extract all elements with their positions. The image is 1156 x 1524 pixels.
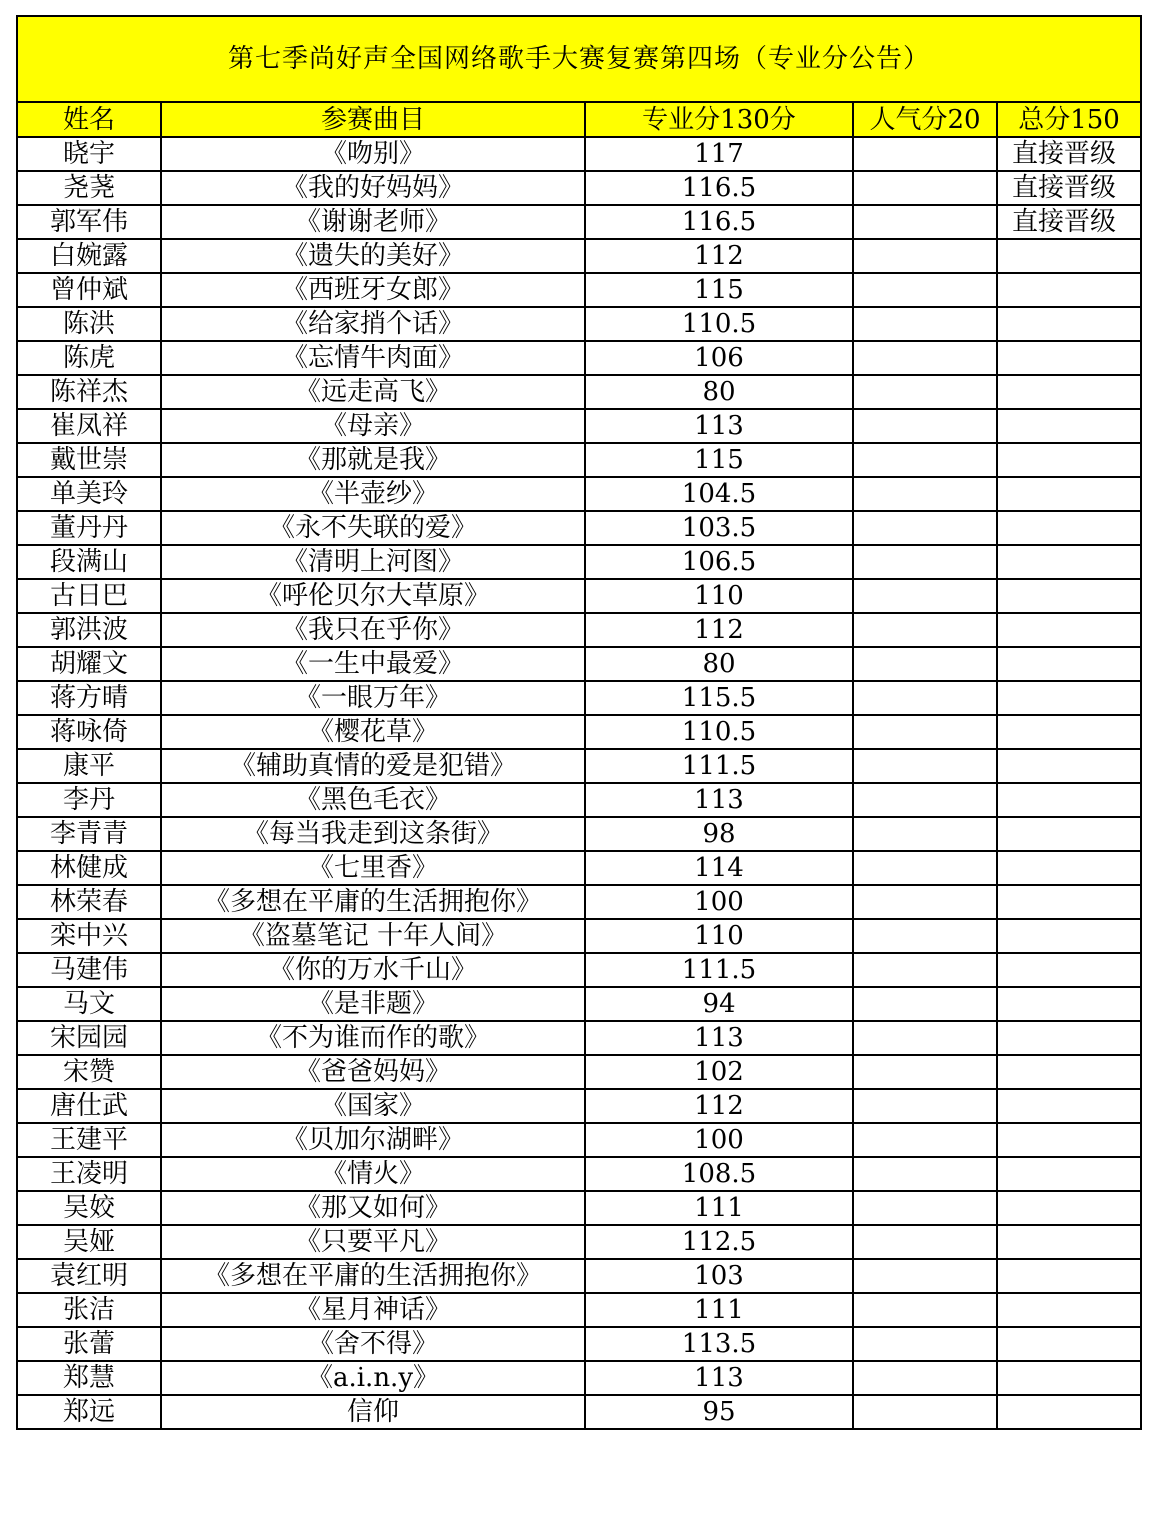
contestant-name: 曾仲斌 bbox=[17, 273, 161, 307]
table-row bbox=[17, 1089, 1141, 1123]
contestant-name: 郑慧 bbox=[17, 1361, 161, 1395]
contestant-name: 陈洪 bbox=[17, 307, 161, 341]
professional-score: 110.5 bbox=[585, 307, 853, 341]
contestant-name: 栾中兴 bbox=[17, 919, 161, 953]
popularity-score bbox=[853, 1055, 997, 1089]
professional-score: 100 bbox=[585, 885, 853, 919]
professional-score: 104.5 bbox=[585, 477, 853, 511]
contestant-name: 蒋方晴 bbox=[17, 681, 161, 715]
professional-score: 112 bbox=[585, 1089, 853, 1123]
total-score bbox=[997, 1191, 1141, 1225]
popularity-score bbox=[853, 171, 997, 205]
contestant-name: 戴世崇 bbox=[17, 443, 161, 477]
song-title: 《你的万水千山》 bbox=[161, 953, 585, 987]
total-score bbox=[997, 273, 1141, 307]
contestant-name: 崔凤祥 bbox=[17, 409, 161, 443]
total-score bbox=[997, 1055, 1141, 1089]
professional-score: 103 bbox=[585, 1259, 853, 1293]
total-score bbox=[997, 783, 1141, 817]
contestant-name: 吴娅 bbox=[17, 1225, 161, 1259]
contestant-name: 张洁 bbox=[17, 1293, 161, 1327]
table-row bbox=[17, 1055, 1141, 1089]
contestant-name: 晓宇 bbox=[17, 137, 161, 171]
popularity-score bbox=[853, 851, 997, 885]
total-score bbox=[997, 613, 1141, 647]
table-row bbox=[17, 851, 1141, 885]
title-row bbox=[17, 16, 1141, 102]
popularity-score bbox=[853, 613, 997, 647]
total-score bbox=[997, 817, 1141, 851]
total-score bbox=[997, 579, 1141, 613]
header-name: 姓名 bbox=[17, 102, 161, 137]
total-score bbox=[997, 545, 1141, 579]
contestant-name: 古日巴 bbox=[17, 579, 161, 613]
table-row bbox=[17, 443, 1141, 477]
contestant-name: 李丹 bbox=[17, 783, 161, 817]
table-row bbox=[17, 307, 1141, 341]
song-title: 《黑色毛衣》 bbox=[161, 783, 585, 817]
song-title: 《是非题》 bbox=[161, 987, 585, 1021]
popularity-score bbox=[853, 375, 997, 409]
professional-score: 115.5 bbox=[585, 681, 853, 715]
professional-score: 110 bbox=[585, 579, 853, 613]
popularity-score bbox=[853, 477, 997, 511]
song-title: 《谢谢老师》 bbox=[161, 205, 585, 239]
contestant-name: 陈祥杰 bbox=[17, 375, 161, 409]
table-row bbox=[17, 205, 1141, 239]
total-score bbox=[997, 1259, 1141, 1293]
song-title: 《那又如何》 bbox=[161, 1191, 585, 1225]
popularity-score bbox=[853, 647, 997, 681]
table-row bbox=[17, 137, 1141, 171]
song-title: 《西班牙女郎》 bbox=[161, 273, 585, 307]
popularity-score bbox=[853, 341, 997, 375]
table-row bbox=[17, 1157, 1141, 1191]
professional-score: 80 bbox=[585, 647, 853, 681]
popularity-score bbox=[853, 715, 997, 749]
professional-score: 100 bbox=[585, 1123, 853, 1157]
professional-score: 115 bbox=[585, 443, 853, 477]
table-row bbox=[17, 987, 1141, 1021]
song-title: 《多想在平庸的生活拥抱你》 bbox=[161, 1259, 585, 1293]
popularity-score bbox=[853, 1395, 997, 1429]
popularity-score bbox=[853, 1361, 997, 1395]
total-score bbox=[997, 987, 1141, 1021]
contestant-name: 李青青 bbox=[17, 817, 161, 851]
total-score bbox=[997, 1157, 1141, 1191]
contestant-name: 吴姣 bbox=[17, 1191, 161, 1225]
score-table bbox=[16, 15, 1142, 1430]
contestant-name: 郑远 bbox=[17, 1395, 161, 1429]
table-row bbox=[17, 885, 1141, 919]
professional-score: 115 bbox=[585, 273, 853, 307]
contestant-name: 王凌明 bbox=[17, 1157, 161, 1191]
professional-score: 116.5 bbox=[585, 171, 853, 205]
popularity-score bbox=[853, 681, 997, 715]
table-row bbox=[17, 341, 1141, 375]
header-song: 参赛曲目 bbox=[161, 102, 585, 137]
contestant-name: 陈虎 bbox=[17, 341, 161, 375]
professional-score: 114 bbox=[585, 851, 853, 885]
score-sheet bbox=[16, 15, 1140, 1430]
song-title: 《星月神话》 bbox=[161, 1293, 585, 1327]
popularity-score bbox=[853, 953, 997, 987]
contestant-name: 宋园园 bbox=[17, 1021, 161, 1055]
total-score bbox=[997, 953, 1141, 987]
professional-score: 113 bbox=[585, 1021, 853, 1055]
song-title: 《爸爸妈妈》 bbox=[161, 1055, 585, 1089]
song-title: 《吻别》 bbox=[161, 137, 585, 171]
contestant-name: 唐仕武 bbox=[17, 1089, 161, 1123]
professional-score: 112 bbox=[585, 239, 853, 273]
popularity-score bbox=[853, 239, 997, 273]
table-row bbox=[17, 579, 1141, 613]
table-row bbox=[17, 1327, 1141, 1361]
professional-score: 112.5 bbox=[585, 1225, 853, 1259]
professional-score: 111 bbox=[585, 1293, 853, 1327]
contestant-name: 单美玲 bbox=[17, 477, 161, 511]
song-title: 《国家》 bbox=[161, 1089, 585, 1123]
popularity-score bbox=[853, 443, 997, 477]
song-title: 《一生中最爱》 bbox=[161, 647, 585, 681]
contestant-name: 郭军伟 bbox=[17, 205, 161, 239]
popularity-score bbox=[853, 1021, 997, 1055]
professional-score: 111.5 bbox=[585, 953, 853, 987]
total-score bbox=[997, 1293, 1141, 1327]
table-row bbox=[17, 613, 1141, 647]
professional-score: 117 bbox=[585, 137, 853, 171]
total-score bbox=[997, 1123, 1141, 1157]
total-score bbox=[997, 409, 1141, 443]
professional-score: 98 bbox=[585, 817, 853, 851]
contestant-name: 蒋咏倚 bbox=[17, 715, 161, 749]
professional-score: 103.5 bbox=[585, 511, 853, 545]
popularity-score bbox=[853, 273, 997, 307]
professional-score: 94 bbox=[585, 987, 853, 1021]
table-row bbox=[17, 1259, 1141, 1293]
table-row bbox=[17, 1021, 1141, 1055]
professional-score: 110 bbox=[585, 919, 853, 953]
total-score bbox=[997, 1395, 1141, 1429]
popularity-score bbox=[853, 511, 997, 545]
popularity-score bbox=[853, 1157, 997, 1191]
table-row bbox=[17, 1191, 1141, 1225]
table-row bbox=[17, 171, 1141, 205]
professional-score: 108.5 bbox=[585, 1157, 853, 1191]
song-title: 《只要平凡》 bbox=[161, 1225, 585, 1259]
song-title: 《我的好妈妈》 bbox=[161, 171, 585, 205]
professional-score: 111.5 bbox=[585, 749, 853, 783]
popularity-score bbox=[853, 885, 997, 919]
professional-score: 110.5 bbox=[585, 715, 853, 749]
total-score bbox=[997, 1361, 1141, 1395]
professional-score: 116.5 bbox=[585, 205, 853, 239]
contestant-name: 郭洪波 bbox=[17, 613, 161, 647]
song-title: 《给家捎个话》 bbox=[161, 307, 585, 341]
song-title: 《辅助真情的爱是犯错》 bbox=[161, 749, 585, 783]
table-row bbox=[17, 477, 1141, 511]
contestant-name: 马文 bbox=[17, 987, 161, 1021]
professional-score: 113 bbox=[585, 409, 853, 443]
table-row bbox=[17, 1293, 1141, 1327]
table-row bbox=[17, 953, 1141, 987]
popularity-score bbox=[853, 1225, 997, 1259]
contestant-name: 胡耀文 bbox=[17, 647, 161, 681]
song-title: 《舍不得》 bbox=[161, 1327, 585, 1361]
popularity-score bbox=[853, 1259, 997, 1293]
popularity-score bbox=[853, 919, 997, 953]
total-score bbox=[997, 885, 1141, 919]
total-score bbox=[997, 715, 1141, 749]
contestant-name: 张蕾 bbox=[17, 1327, 161, 1361]
song-title: 《贝加尔湖畔》 bbox=[161, 1123, 585, 1157]
professional-score: 113.5 bbox=[585, 1327, 853, 1361]
song-title: 《遗失的美好》 bbox=[161, 239, 585, 273]
table-row bbox=[17, 545, 1141, 579]
song-title: 《不为谁而作的歌》 bbox=[161, 1021, 585, 1055]
professional-score: 102 bbox=[585, 1055, 853, 1089]
contestant-name: 段满山 bbox=[17, 545, 161, 579]
song-title: 《清明上河图》 bbox=[161, 545, 585, 579]
popularity-score bbox=[853, 1123, 997, 1157]
popularity-score bbox=[853, 749, 997, 783]
song-title: 《每当我走到这条街》 bbox=[161, 817, 585, 851]
header-pro-score: 专业分130分 bbox=[585, 102, 853, 137]
total-score bbox=[997, 681, 1141, 715]
popularity-score bbox=[853, 137, 997, 171]
song-title: 《a.i.n.y》 bbox=[161, 1361, 585, 1395]
contestant-name: 马建伟 bbox=[17, 953, 161, 987]
table-row bbox=[17, 409, 1141, 443]
song-title: 《呼伦贝尔大草原》 bbox=[161, 579, 585, 613]
table-row bbox=[17, 681, 1141, 715]
popularity-score bbox=[853, 205, 997, 239]
song-title: 《盗墓笔记 十年人间》 bbox=[161, 919, 585, 953]
table-row bbox=[17, 817, 1141, 851]
total-score: 直接晋级 bbox=[997, 137, 1141, 171]
table-row bbox=[17, 1225, 1141, 1259]
contestant-name: 王建平 bbox=[17, 1123, 161, 1157]
popularity-score bbox=[853, 1327, 997, 1361]
popularity-score bbox=[853, 987, 997, 1021]
song-title: 《远走高飞》 bbox=[161, 375, 585, 409]
table-row bbox=[17, 919, 1141, 953]
song-title: 《母亲》 bbox=[161, 409, 585, 443]
song-title: 《忘情牛肉面》 bbox=[161, 341, 585, 375]
table-row bbox=[17, 647, 1141, 681]
professional-score: 112 bbox=[585, 613, 853, 647]
total-score bbox=[997, 341, 1141, 375]
song-title: 信仰 bbox=[161, 1395, 585, 1429]
popularity-score bbox=[853, 1293, 997, 1327]
song-title: 《七里香》 bbox=[161, 851, 585, 885]
song-title: 《一眼万年》 bbox=[161, 681, 585, 715]
table-row bbox=[17, 273, 1141, 307]
song-title: 《那就是我》 bbox=[161, 443, 585, 477]
popularity-score bbox=[853, 1191, 997, 1225]
contestant-name: 白婉露 bbox=[17, 239, 161, 273]
table-row bbox=[17, 239, 1141, 273]
table-row bbox=[17, 1395, 1141, 1429]
table-row bbox=[17, 1123, 1141, 1157]
popularity-score bbox=[853, 1089, 997, 1123]
table-row bbox=[17, 749, 1141, 783]
total-score bbox=[997, 307, 1141, 341]
total-score bbox=[997, 1225, 1141, 1259]
popularity-score bbox=[853, 783, 997, 817]
total-score bbox=[997, 239, 1141, 273]
contestant-name: 林健成 bbox=[17, 851, 161, 885]
contestant-name: 董丹丹 bbox=[17, 511, 161, 545]
table-row bbox=[17, 1361, 1141, 1395]
total-score bbox=[997, 749, 1141, 783]
popularity-score bbox=[853, 307, 997, 341]
total-score bbox=[997, 1327, 1141, 1361]
header-popularity-score: 人气分20 bbox=[853, 102, 997, 137]
contestant-name: 宋赞 bbox=[17, 1055, 161, 1089]
table-row bbox=[17, 715, 1141, 749]
song-title: 《我只在乎你》 bbox=[161, 613, 585, 647]
popularity-score bbox=[853, 817, 997, 851]
sheet-title: 第七季尚好声全国网络歌手大赛复赛第四场（专业分公告） bbox=[17, 16, 1141, 102]
table-row bbox=[17, 511, 1141, 545]
popularity-score bbox=[853, 409, 997, 443]
total-score bbox=[997, 1089, 1141, 1123]
professional-score: 95 bbox=[585, 1395, 853, 1429]
professional-score: 106 bbox=[585, 341, 853, 375]
professional-score: 113 bbox=[585, 783, 853, 817]
professional-score: 80 bbox=[585, 375, 853, 409]
total-score: 直接晋级 bbox=[997, 205, 1141, 239]
professional-score: 111 bbox=[585, 1191, 853, 1225]
song-title: 《永不失联的爱》 bbox=[161, 511, 585, 545]
total-score bbox=[997, 919, 1141, 953]
total-score bbox=[997, 851, 1141, 885]
song-title: 《多想在平庸的生活拥抱你》 bbox=[161, 885, 585, 919]
song-title: 《樱花草》 bbox=[161, 715, 585, 749]
total-score bbox=[997, 1021, 1141, 1055]
total-score bbox=[997, 477, 1141, 511]
professional-score: 106.5 bbox=[585, 545, 853, 579]
total-score bbox=[997, 375, 1141, 409]
popularity-score bbox=[853, 545, 997, 579]
total-score bbox=[997, 511, 1141, 545]
popularity-score bbox=[853, 579, 997, 613]
total-score: 直接晋级 bbox=[997, 171, 1141, 205]
contestant-name: 尧荛 bbox=[17, 171, 161, 205]
header-total-score: 总分150 bbox=[997, 102, 1141, 137]
song-title: 《情火》 bbox=[161, 1157, 585, 1191]
header-row bbox=[17, 102, 1141, 137]
contestant-name: 林荣春 bbox=[17, 885, 161, 919]
song-title: 《半壶纱》 bbox=[161, 477, 585, 511]
professional-score: 113 bbox=[585, 1361, 853, 1395]
contestant-name: 袁红明 bbox=[17, 1259, 161, 1293]
table-row bbox=[17, 783, 1141, 817]
total-score bbox=[997, 647, 1141, 681]
total-score bbox=[997, 443, 1141, 477]
contestant-name: 康平 bbox=[17, 749, 161, 783]
table-row bbox=[17, 375, 1141, 409]
